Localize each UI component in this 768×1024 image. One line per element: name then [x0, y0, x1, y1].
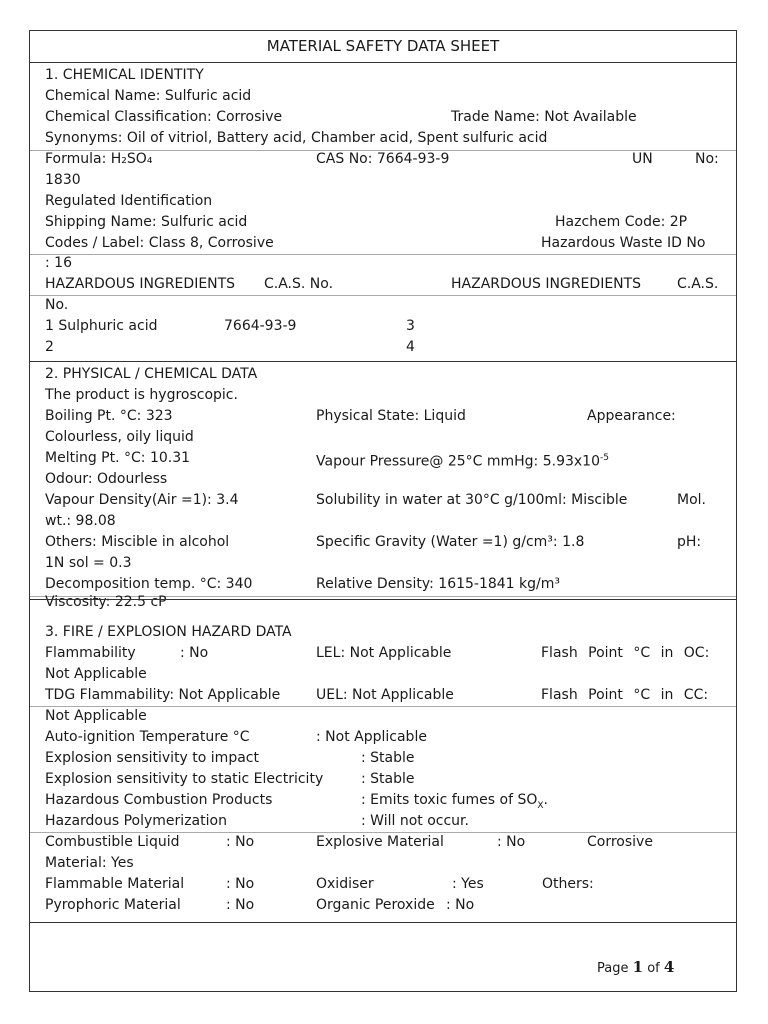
combustible-liquid-value: : No	[226, 834, 255, 850]
physical-state: Physical State: Liquid	[316, 408, 466, 424]
ingredient-1-cas: 7664-93-9	[224, 318, 297, 334]
page-prefix: Page	[597, 961, 629, 976]
combustible-liquid-label: Combustible Liquid	[45, 834, 180, 850]
organic-peroxide-label: Organic Peroxide	[316, 897, 435, 913]
flammable-material-value: : No	[226, 876, 255, 892]
trade-name: Trade Name: Not Available	[451, 109, 637, 125]
cas-header-1: C.A.S. No.	[264, 276, 334, 292]
vapour-pressure	[316, 448, 609, 473]
divider	[30, 295, 736, 296]
polymerization-label: Hazardous Polymerization	[45, 813, 227, 829]
specific-gravity: Specific Gravity (Water =1) g/cm³: 1.8	[316, 534, 585, 550]
un-number: 1830	[45, 172, 81, 188]
oxidiser-value: : Yes	[452, 876, 484, 892]
melting-point: Melting Pt. °C: 10.31	[45, 450, 191, 466]
corrosive-value: Material: Yes	[45, 855, 134, 871]
combustion-products-subscript: X	[537, 800, 544, 811]
shipping-name: Shipping Name: Sulfuric acid	[45, 214, 248, 230]
flash-point-cc-value: Not Applicable	[45, 708, 147, 724]
codes-label: Codes / Label: Class 8, Corrosive	[45, 235, 274, 251]
ingredient-1-name: 1 Sulphuric acid	[45, 318, 158, 334]
flash-point-oc-label: Flash Point °C in OC:	[541, 645, 710, 661]
organic-peroxide-value: : No	[446, 897, 475, 913]
decomposition-temp: Decomposition temp. °C: 340	[45, 576, 253, 592]
ingredient-2-name: 2	[45, 339, 54, 355]
vapour-density: Vapour Density(Air =1): 3.4	[45, 492, 239, 508]
document-title: MATERIAL SAFETY DATA SHEET	[266, 37, 500, 55]
un-no-label: No:	[695, 151, 719, 167]
viscosity: Viscosity: 22.5 cP	[45, 594, 167, 610]
section-divider	[30, 922, 736, 923]
page-of: of	[647, 961, 660, 976]
section-2-heading: 2. PHYSICAL / CHEMICAL DATA	[45, 366, 258, 382]
mol-weight-value: wt.: 98.08	[45, 513, 116, 529]
section-3-heading: 3. FIRE / EXPLOSION HAZARD DATA	[45, 624, 292, 640]
combustion-products-text: : Emits toxic fumes of SO	[361, 792, 538, 808]
section-divider	[30, 361, 736, 362]
pyrophoric-material-value: : No	[226, 897, 255, 913]
divider	[30, 62, 736, 63]
hygroscopic-note: The product is hygroscopic.	[45, 387, 238, 403]
mol-weight-label: Mol.	[677, 492, 706, 508]
autoignition-value: : Not Applicable	[316, 729, 427, 745]
uel: UEL: Not Applicable	[316, 687, 454, 703]
ingredients-header-1: HAZARDOUS INGREDIENTS	[45, 276, 236, 292]
cas-number: CAS No: 7664-93-9	[316, 151, 450, 167]
page-indicator	[597, 957, 674, 979]
chemical-name: Chemical Name: Sulfuric acid	[45, 88, 252, 104]
cas-header-2-cont: No.	[45, 297, 69, 313]
flash-point-oc-value: Not Applicable	[45, 666, 147, 682]
tdg-flammability: TDG Flammability: Not Applicable	[45, 687, 281, 703]
page-total: 4	[663, 958, 675, 976]
ingredient-3-name: 3	[406, 318, 415, 334]
ph-value: 1N sol = 0.3	[45, 555, 132, 571]
combustion-products-label: Hazardous Combustion Products	[45, 792, 273, 808]
flammability-label: Flammability	[45, 645, 136, 661]
appearance-value: Colourless, oily liquid	[45, 429, 194, 445]
corrosive-label: Corrosive	[587, 834, 653, 850]
solubility: Solubility in water at 30°C g/100ml: Miscible	[316, 492, 628, 508]
chemical-classification: Chemical Classification: Corrosive	[45, 109, 283, 125]
polymerization-value: : Will not occur.	[361, 813, 469, 829]
combustion-products-end: .	[543, 792, 548, 808]
explosive-material-label: Explosive Material	[316, 834, 444, 850]
vapour-pressure-text: Vapour Pressure@ 25°C mmHg: 5.93x10	[316, 453, 600, 470]
hazardous-waste-value: : 16	[45, 255, 72, 271]
ingredients-header-2: HAZARDOUS INGREDIENTS	[451, 276, 642, 292]
odour: Odour: Odourless	[45, 471, 168, 487]
ingredient-4-name: 4	[406, 339, 415, 355]
hazchem-code: Hazchem Code: 2P	[555, 214, 688, 230]
others-label: Others:	[542, 876, 594, 892]
others-physical: Others: Miscible in alcohol	[45, 534, 230, 550]
static-sensitivity-label: Explosion sensitivity to static Electricity	[45, 771, 324, 787]
relative-density: Relative Density: 1615-1841 kg/m³	[316, 576, 561, 592]
regulated-identification: Regulated Identification	[45, 193, 213, 209]
msds-sheet	[29, 30, 737, 992]
ph-label: pH:	[677, 534, 702, 550]
vapour-pressure-exponent: -5	[600, 453, 609, 463]
flash-point-cc-label: Flash Point °C in CC:	[541, 687, 709, 703]
flammability-value: : No	[180, 645, 209, 661]
section-1-heading: 1. CHEMICAL IDENTITY	[45, 67, 204, 83]
synonyms: Synonyms: Oil of vitriol, Battery acid, Chamber acid, Spent sulfuric acid	[45, 130, 548, 146]
pyrophoric-material-label: Pyrophoric Material	[45, 897, 181, 913]
section-divider	[30, 599, 736, 600]
lel: LEL: Not Applicable	[316, 645, 452, 661]
explosive-material-value: : No	[497, 834, 526, 850]
page-current: 1	[632, 958, 644, 976]
boiling-point: Boiling Pt. °C: 323	[45, 408, 173, 424]
appearance-label: Appearance:	[587, 408, 676, 424]
un-label: UN	[632, 151, 653, 167]
divider	[30, 254, 736, 255]
formula: Formula: H₂SO₄	[45, 151, 153, 167]
cas-header-2: C.A.S.	[677, 276, 719, 292]
hazardous-waste-label: Hazardous Waste ID No	[541, 235, 706, 251]
oxidiser-label: Oxidiser	[316, 876, 374, 892]
impact-sensitivity-value: : Stable	[361, 750, 415, 766]
flammable-material-label: Flammable Material	[45, 876, 185, 892]
autoignition-label: Auto-ignition Temperature °C	[45, 729, 250, 745]
static-sensitivity-value: : Stable	[361, 771, 415, 787]
impact-sensitivity-label: Explosion sensitivity to impact	[45, 750, 259, 766]
